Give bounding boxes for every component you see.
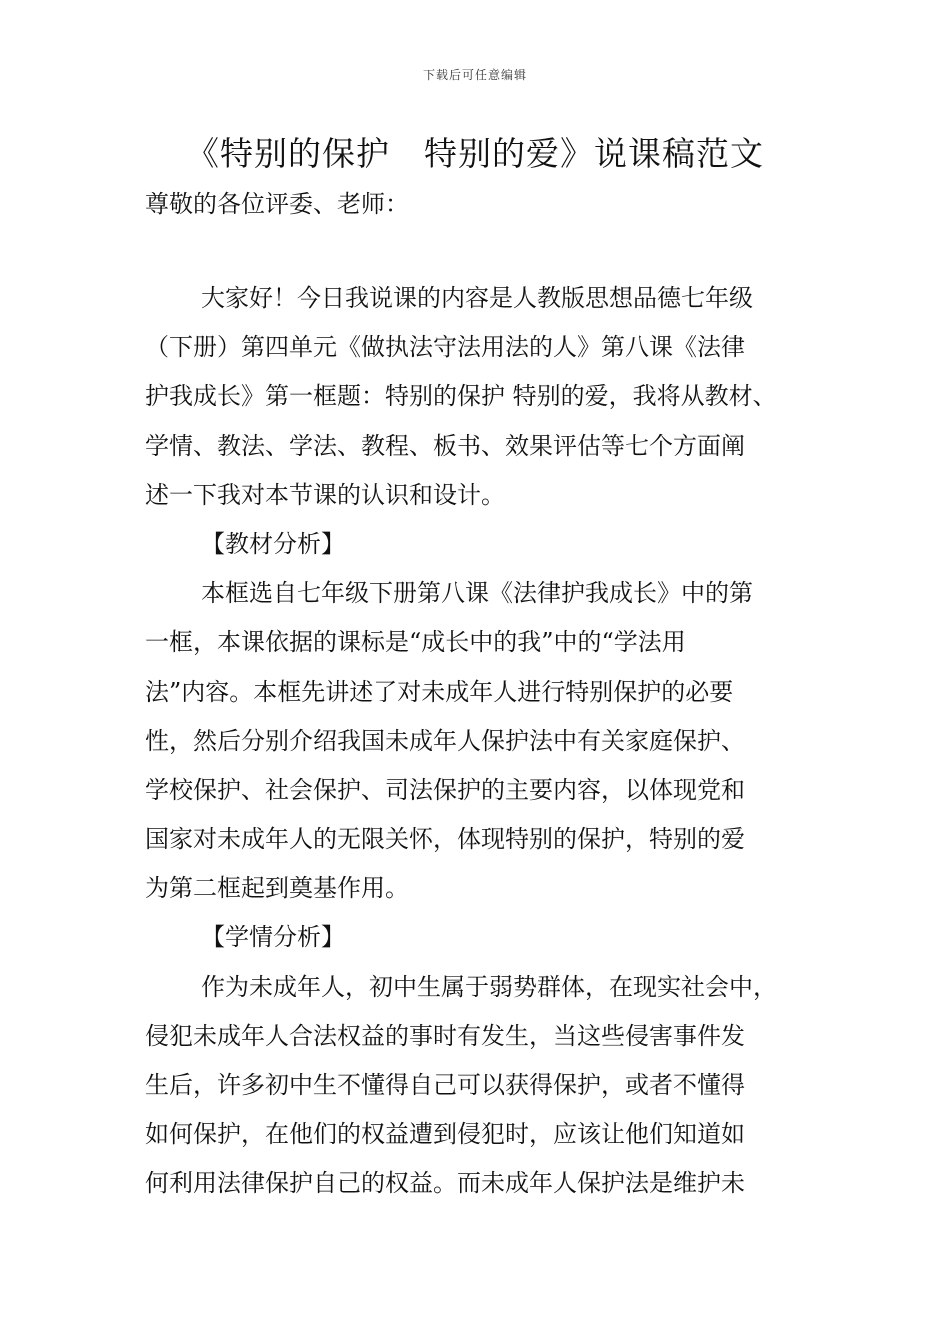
text-line: 大家好！今日我说课的内容是人教版思想品德七年级: [201, 284, 753, 312]
text-line: 学校保护、社会保护、司法保护的主要内容，以体现党和: [145, 775, 745, 804]
text-line: 一框，本课依据的课标是“成长中的我”中的“学法用: [145, 628, 686, 657]
text-line: 何利用法律保护自己的权益。而未成年人保护法是维护未: [145, 1169, 745, 1198]
text-line: 护我成长》第一框题：特别的保护 特别的爱，我将从教材、: [145, 382, 777, 411]
document-body: [145, 274, 815, 1209]
text-line: （下册）第四单元《做执法守法用法的人》第八课《法律: [145, 333, 745, 362]
document-title: 《特别的保护 特别的爱》说课稿范文: [186, 134, 764, 173]
salutation: 尊敬的各位评委、老师：: [145, 190, 409, 218]
text-line: 性，然后分别介绍我国未成年人保护法中有关家庭保护、: [145, 726, 745, 755]
text-line: 国家对未成年人的无限关怀，体现特别的保护，特别的爱: [145, 825, 745, 854]
text-line: 为第二框起到奠基作用。: [145, 874, 409, 903]
text-line: 述一下我对本节课的认识和设计。: [145, 480, 505, 509]
text-line: 【教材分析】: [201, 529, 345, 558]
text-line: 【学情分析】: [201, 923, 345, 952]
header-note: 下载后可任意编辑: [422, 68, 527, 82]
text-line: 作为未成年人，初中生属于弱势群体，在现实社会中，: [201, 972, 777, 1001]
text-line: 法”内容。本框先讲述了对未成年人进行特别保护的必要: [145, 677, 734, 706]
text-line: 生后，许多初中生不懂得自己可以获得保护，或者不懂得: [145, 1071, 745, 1099]
text-line: 如何保护，在他们的权益遭到侵犯时，应该让他们知道如: [145, 1120, 745, 1149]
text-line: 学情、教法、学法、教程、板书、效果评估等七个方面阐: [145, 431, 745, 460]
text-line: 侵犯未成年人合法权益的事时有发生，当这些侵害事件发: [145, 1021, 745, 1050]
text-line: 本框选自七年级下册第八课《法律护我成长》中的第: [201, 579, 753, 608]
